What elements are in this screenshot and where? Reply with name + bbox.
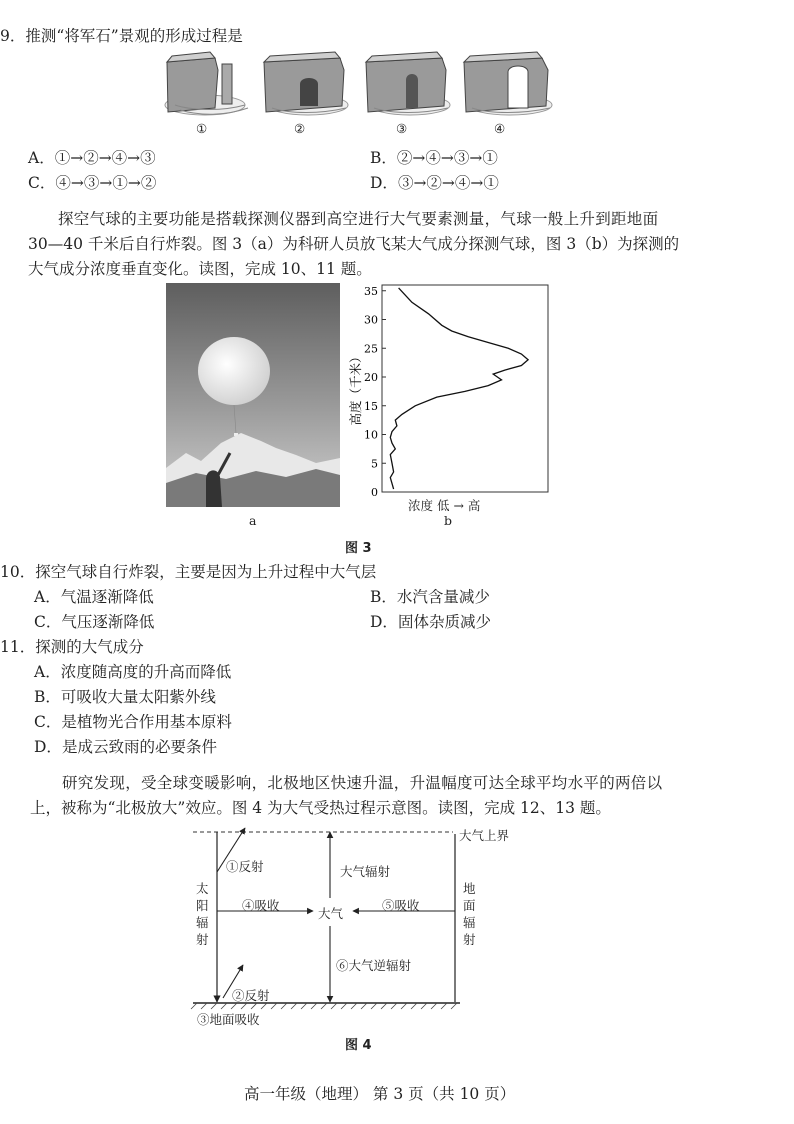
- option-key: D．: [370, 174, 398, 192]
- label-upper-boundary: 大气上界: [459, 828, 510, 843]
- passage2-line-1: 研究发现，受全球变暖影响，北极地区快速升温，升温幅度可达全球平均水平的两倍以: [62, 774, 663, 792]
- fig3-caption: 图 3: [345, 541, 372, 556]
- ground-hatch: [191, 1003, 457, 1009]
- y-tick-label: 20: [364, 371, 378, 384]
- passage1-line-3: 大气成分浓度垂直变化。读图，完成 10、11 题。: [28, 260, 372, 278]
- plot-frame: [382, 285, 548, 492]
- q10-option-a[interactable]: [34, 585, 154, 607]
- option-key: C．: [28, 174, 56, 192]
- option-text: 气压逐渐降低: [61, 613, 155, 631]
- fig3-label-b: b: [444, 513, 453, 528]
- q10-option-d[interactable]: [370, 610, 491, 632]
- label-reflect2: ②反射: [232, 988, 270, 1003]
- option-key: B．: [34, 688, 61, 706]
- label-counter-radiation: ⑥大气逆辐射: [336, 958, 412, 973]
- label-solar-radiation: 太阳辐射: [196, 881, 209, 947]
- q9-option-d[interactable]: [370, 171, 499, 193]
- landform-stage-1: [165, 52, 248, 115]
- stage-label-1: ①: [196, 121, 208, 136]
- option-key: D．: [34, 738, 62, 756]
- landform-stage-4: [464, 52, 552, 115]
- q9-option-c[interactable]: [28, 171, 156, 193]
- option-text: ②→④→③→①: [396, 149, 498, 167]
- q9-stem: 9．推测“将军石”景观的形成过程是: [0, 27, 243, 45]
- q9-option-b[interactable]: [370, 146, 498, 168]
- option-text: 气温逐渐降低: [60, 588, 154, 606]
- label-atmosphere: 大气: [318, 906, 344, 921]
- q10-option-b[interactable]: [370, 585, 490, 607]
- stage-label-4: ④: [494, 121, 506, 136]
- fig4-caption: 图 4: [345, 1038, 372, 1053]
- landform-stage-2: [264, 52, 348, 115]
- y-axis-label: 高度（千米）: [348, 350, 363, 426]
- option-key: A．: [34, 588, 61, 606]
- y-tick-label: 0: [371, 486, 378, 498]
- q10-option-c[interactable]: [34, 610, 154, 632]
- balloon-photo: [166, 283, 340, 507]
- q11-option-b[interactable]: [34, 685, 216, 707]
- option-key: B．: [370, 149, 397, 167]
- label-atm-radiation: 大气辐射: [340, 864, 391, 879]
- y-tick-label: 35: [364, 284, 378, 298]
- passage2-line-2: 上，被称为“北极放大”效应。图 4 为大气受热过程示意图。读图，完成 12、13 题。: [30, 799, 611, 817]
- option-text: ①→②→④→③: [54, 149, 156, 167]
- q9-option-a[interactable]: [28, 146, 156, 168]
- x-axis-label: 浓度 低 → 高: [408, 498, 481, 513]
- label-absorb5: ⑤吸收: [382, 898, 420, 913]
- y-tick-label: 5: [371, 457, 378, 471]
- passage1-line-2: 30—40 千米后自行炸裂。图 3（a）为科研人员放飞某大气成分探测气球，图 3（b）为探测的: [28, 235, 680, 253]
- label-ground-absorb: ③地面吸收: [197, 1012, 260, 1027]
- y-tick-label: 30: [364, 313, 378, 327]
- option-key: C．: [34, 713, 62, 731]
- option-text: 是成云致雨的必要条件: [61, 738, 217, 756]
- fig3-label-a: a: [249, 513, 257, 528]
- y-tick-label: 25: [364, 342, 378, 356]
- option-text: 可吸收大量太阳紫外线: [60, 688, 216, 706]
- stage-label-3: ③: [396, 121, 408, 136]
- landform-stage-3: [366, 52, 450, 115]
- y-tick-label: 15: [364, 399, 378, 413]
- option-text: 固体杂质减少: [397, 613, 491, 631]
- option-key: A．: [28, 149, 55, 167]
- option-key: B．: [370, 588, 397, 606]
- option-text: ③→②→④→①: [397, 174, 499, 192]
- option-key: C．: [34, 613, 62, 631]
- q11-stem: 11．探测的大气成分: [0, 638, 144, 656]
- option-text: 水汽含量减少: [396, 588, 490, 606]
- option-text: 是植物光合作用基本原料: [61, 713, 232, 731]
- stage-label-2: ②: [294, 121, 306, 136]
- option-text: 浓度随高度的升高而降低: [60, 663, 232, 681]
- option-text: ④→③→①→②: [55, 174, 157, 192]
- label-absorb4: ④吸收: [242, 898, 280, 913]
- page-footer: 高一年级（地理） 第 3 页（共 10 页）: [244, 1085, 516, 1103]
- label-reflect1: ①反射: [226, 859, 264, 874]
- option-key: A．: [34, 663, 61, 681]
- passage1-line-1: 探空气球的主要功能是搭载探测仪器到高空进行大气要素测量，气球一般上升到距地面: [58, 210, 659, 228]
- q11-option-d[interactable]: [34, 735, 217, 757]
- q11-option-a[interactable]: [34, 660, 231, 682]
- q10-stem: 10．探空气球自行炸裂，主要是因为上升过程中大气层: [0, 563, 377, 581]
- y-tick-label: 10: [364, 428, 378, 442]
- concentration-profile-chart: [346, 283, 556, 498]
- option-key: D．: [370, 613, 398, 631]
- label-ground-radiation: 地面辐射: [463, 881, 476, 947]
- q11-option-c[interactable]: [34, 710, 232, 732]
